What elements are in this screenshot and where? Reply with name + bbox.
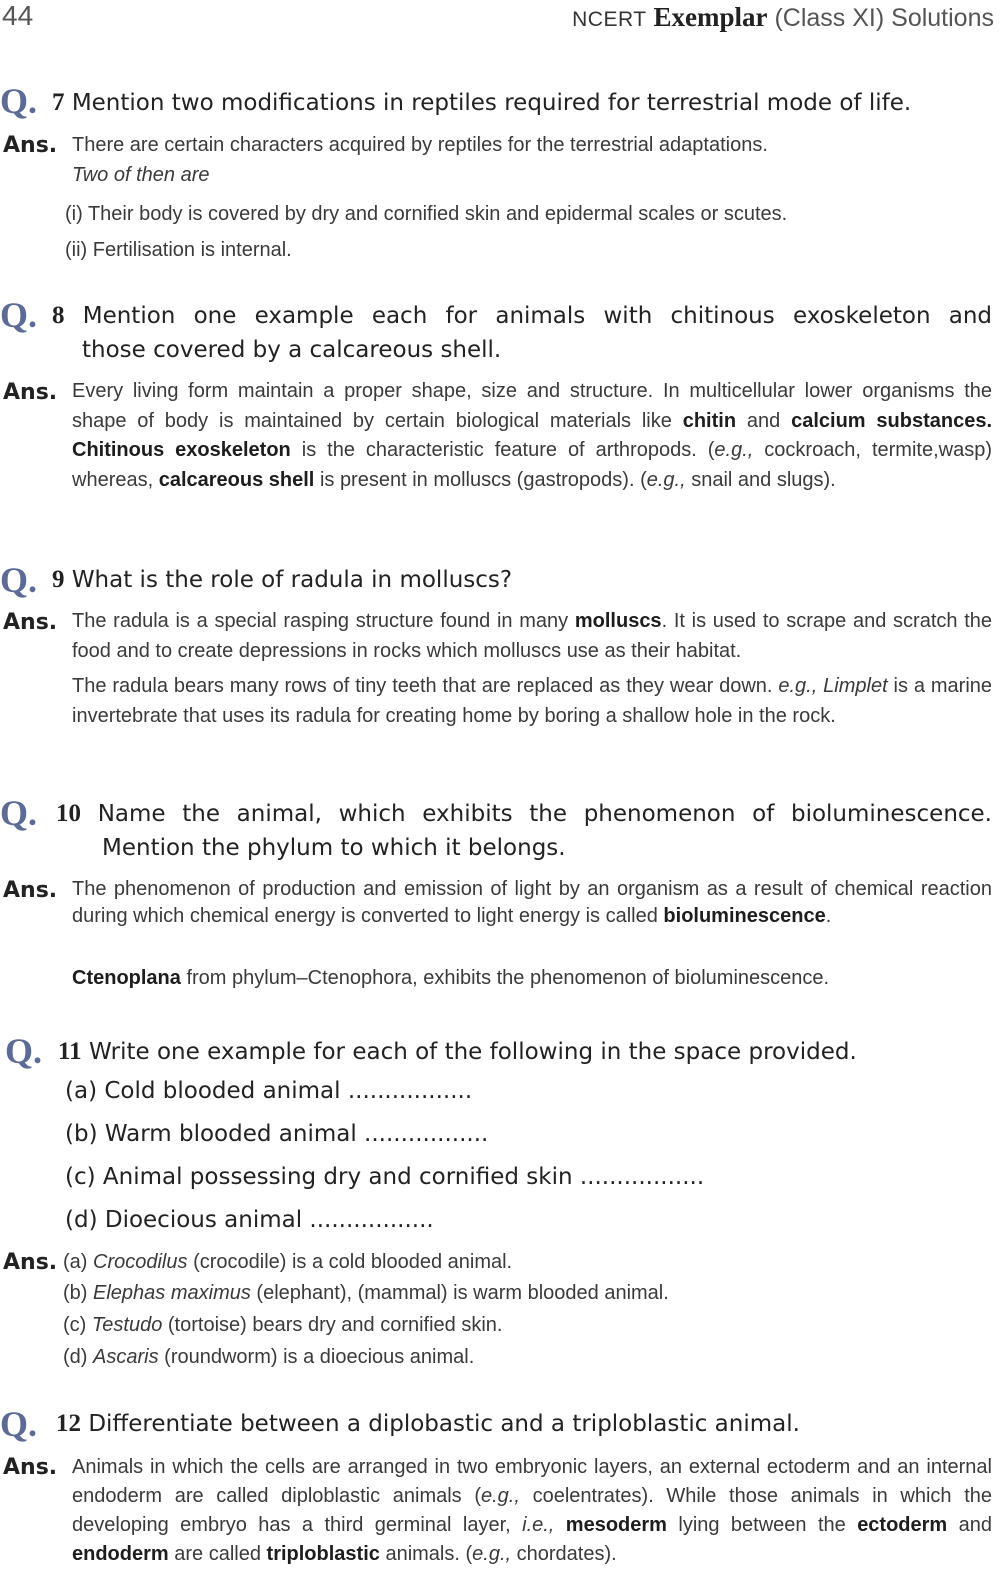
question-8-line-2: those covered by a calcareous shell.	[82, 337, 502, 363]
question-8-line-1: 8 Mention one example each for animals with chitinous exoskeleton and	[52, 302, 993, 329]
ans-label: Ans.	[3, 610, 58, 635]
question-11-option-a: (a) Cold blooded animal .................	[65, 1078, 473, 1104]
question-11-option-d: (d) Dioecious animal .................	[65, 1207, 434, 1233]
answer-11-c: (c) Testudo (tortoise) bears dry and cornified skin.	[63, 1314, 503, 1336]
answer-9-para-1: The radula is a special rasping structure found in many molluscs. It is used to scrape and scratch the food and to create depressions in rocks which molluscs use as their habitat.	[72, 610, 993, 662]
answer-7-intro2: Two of then are	[72, 164, 210, 186]
q-mark: Q.	[0, 560, 38, 600]
q-mark: Q.	[0, 1404, 38, 1444]
question-11-text: 11 Write one example for each of the following in the space provided.	[58, 1038, 857, 1065]
ans-label: Ans.	[3, 133, 58, 158]
answer-9-para-2: The radula bears many rows of tiny teeth that are replaced as they wear down. e.g., Limplet is a marine invertebrate that uses its radula for creating home by boring a shallow hole in the rock.	[72, 675, 993, 727]
running-header	[572, 2, 994, 33]
q-mark: Q.	[0, 793, 38, 833]
question-10-line-1: 10 Name the animal, which exhibits the phenomenon of bioluminescence.	[56, 800, 992, 827]
header-title-rest: (Class XI) Solutions	[774, 4, 994, 32]
question-9-text: 9 What is the role of radula in molluscs?	[52, 566, 513, 593]
answer-11-a: (a) Crocodilus (crocodile) is a cold blooded animal.	[63, 1251, 513, 1273]
q-mark: Q.	[0, 81, 38, 121]
answer-8: Every living form maintain a proper shape, size and structure. In multicellular lower organisms the shape of body is maintained by certain biological materials like chitin and calcium substances. Chitinous exoskeleton is the characteristic feature of arthropods. (e.g., cockroach, termite,wasp) whereas, calcareous shell is present in molluscs (gastropods). (e.g., snail and slugs).	[72, 380, 993, 491]
question-10-line-2: Mention the phylum to which it belongs.	[102, 835, 566, 861]
answer-12: Animals in which the cells are arranged in two embryonic layers, an external ectoderm and an internal endoderm are called diploblastic animals (e.g., coelentrates). While those animals in which the developing embryo has a third germinal layer, i.e., mesoderm lying between the ectoderm and endoderm are called triploblastic animals. (e.g., chordates).	[72, 1456, 993, 1565]
header-brand: NCERT	[572, 8, 647, 31]
q-mark: Q.	[5, 1031, 43, 1071]
question-12-text: 12 Differentiate between a diplobastic and a triploblastic animal.	[56, 1410, 800, 1437]
ans-label: Ans.	[3, 380, 58, 405]
answer-11-b: (b) Elephas maximus (elephant), (mammal) is warm blooded animal.	[63, 1282, 669, 1304]
ans-label: Ans.	[3, 1455, 58, 1480]
question-11-option-c: (c) Animal possessing dry and cornified skin .................	[65, 1164, 705, 1190]
ans-label: Ans.	[3, 878, 58, 903]
answer-7-point-1: (i) Their body is covered by dry and cornified skin and epidermal scales or scutes.	[65, 203, 788, 225]
answer-7-point-2: (ii) Fertilisation is internal.	[65, 239, 292, 261]
question-11-option-b: (b) Warm blooded animal .................	[65, 1121, 489, 1147]
ans-label: Ans.	[3, 1250, 58, 1275]
q-mark: Q.	[0, 295, 38, 335]
answer-10-para-2: Ctenoplana from phylum–Ctenophora, exhibits the phenomenon of bioluminescence.	[72, 967, 830, 989]
question-7-text: 7 Mention two modifications in reptiles required for terrestrial mode of life.	[52, 89, 912, 116]
answer-11-d: (d) Ascaris (roundworm) is a dioecious animal.	[63, 1346, 475, 1368]
header-title-bold: Exemplar	[653, 2, 768, 32]
answer-7-intro: There are certain characters acquired by reptiles for the terrestrial adaptations.	[72, 134, 768, 156]
answer-10-para-1: The phenomenon of production and emission of light by an organism as a result of chemical reaction during which chemical energy is converted to light energy is called bioluminescence.	[72, 878, 992, 927]
page-number: 44	[2, 0, 34, 31]
